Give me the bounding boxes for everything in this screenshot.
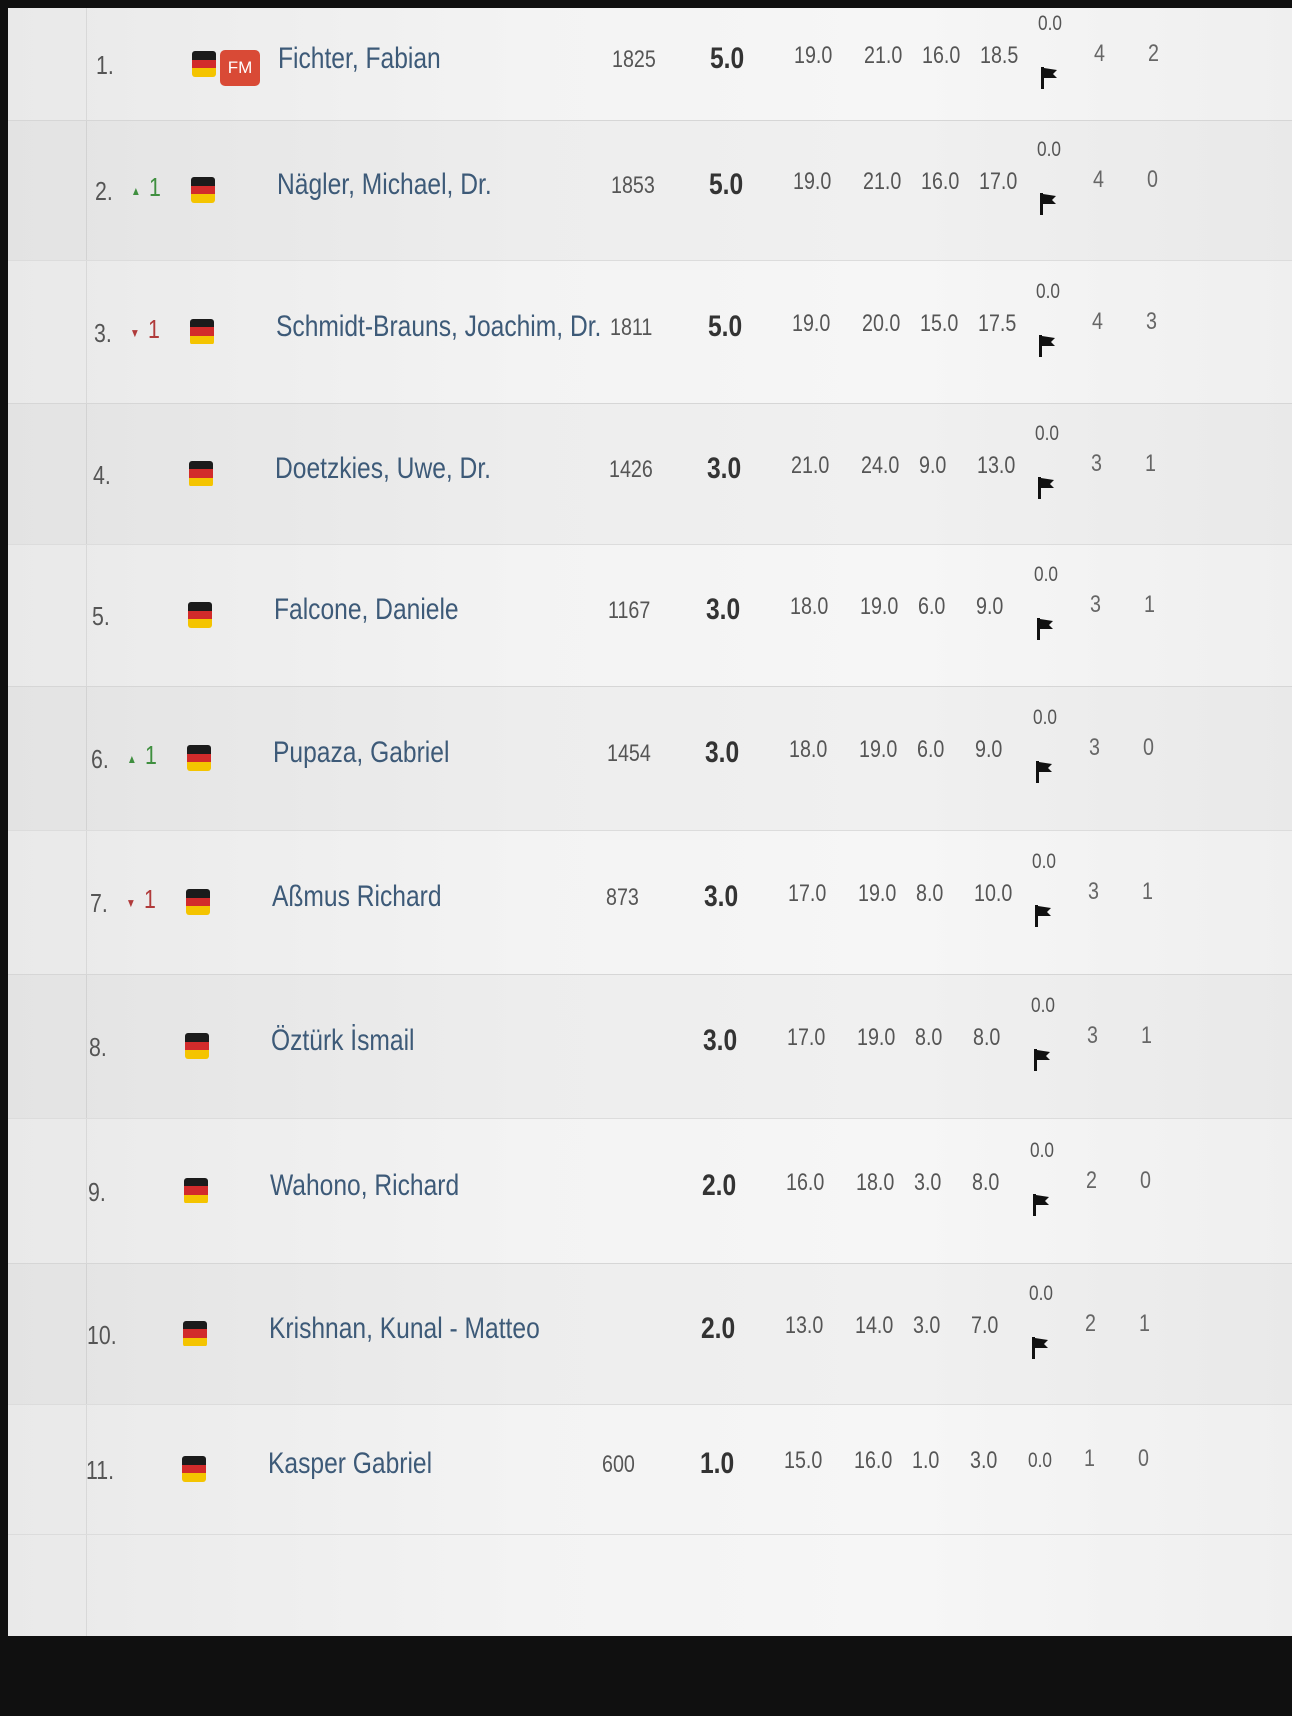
tiebreak-3: 6.0 (917, 736, 945, 763)
rank-up-arrow-icon: ▲ (131, 184, 141, 198)
black-flag-icon (1031, 1336, 1049, 1360)
tiebreak-5: 0.0 (1028, 1449, 1052, 1472)
rank-down-arrow-icon: ▼ (126, 896, 136, 910)
tiebreak-buchholz: 16.0 (786, 1168, 825, 1196)
player-name-link[interactable]: Kasper Gabriel (268, 1447, 433, 1480)
tiebreak-4: 13.0 (977, 451, 1016, 479)
tiebreak-2: 18.0 (856, 1168, 895, 1196)
player-points: 3.0 (703, 1024, 738, 1057)
tiebreak-3: 8.0 (916, 880, 944, 907)
tiebreak-4: 7.0 (971, 1311, 999, 1339)
rank-number: 4. (93, 459, 111, 490)
player-rating: 1167 (608, 597, 651, 624)
player-points: 3.0 (705, 736, 740, 769)
player-name-link[interactable]: Doetzkies, Uwe, Dr. (275, 451, 492, 485)
table-row (8, 1263, 1292, 1405)
tiebreak-5: 0.0 (1032, 850, 1056, 873)
player-rating: 1454 (607, 740, 651, 767)
player-points: 2.0 (701, 1311, 736, 1345)
black-flag-icon (1038, 334, 1056, 358)
rank-number: 6. (91, 744, 109, 774)
tiebreak-5: 0.0 (1029, 1281, 1053, 1305)
rank-number: 3. (94, 317, 112, 348)
germany-flag-icon (192, 51, 216, 77)
tiebreak-4: 8.0 (972, 1168, 1000, 1196)
tiebreak-5: 0.0 (1036, 279, 1060, 303)
tiebreak-5: 0.0 (1035, 421, 1059, 445)
black-flag-icon (1033, 1048, 1051, 1072)
games-won: 3 (1087, 1022, 1098, 1049)
games-black: 3 (1146, 307, 1157, 335)
black-flag-icon (1037, 476, 1055, 500)
rank-down-arrow-icon: ▼ (130, 325, 140, 340)
tiebreak-3: 16.0 (922, 42, 961, 69)
games-won: 2 (1085, 1309, 1096, 1337)
table-row (8, 8, 1292, 121)
player-name-link[interactable]: Nägler, Michael, Dr. (277, 168, 492, 201)
standings-screen (8, 8, 1292, 1636)
tiebreak-2: 19.0 (858, 880, 897, 907)
games-won: 3 (1089, 734, 1100, 761)
tiebreak-buchholz: 18.0 (790, 593, 829, 620)
games-black: 1 (1144, 591, 1155, 618)
games-won: 3 (1091, 449, 1102, 477)
rank-number: 9. (88, 1176, 106, 1207)
tiebreak-2: 14.0 (855, 1311, 894, 1339)
player-points: 3.0 (704, 880, 739, 913)
tiebreak-2: 19.0 (859, 736, 898, 763)
black-flag-icon (1039, 192, 1057, 216)
germany-flag-icon (186, 889, 210, 915)
rank-number: 2. (95, 176, 113, 206)
tiebreak-2: 19.0 (857, 1024, 896, 1051)
tiebreak-5: 0.0 (1030, 1138, 1054, 1162)
tiebreak-4: 18.5 (980, 42, 1019, 69)
player-points: 5.0 (708, 309, 743, 343)
tiebreak-3: 6.0 (918, 593, 946, 620)
table-row (8, 403, 1292, 545)
games-black: 1 (1145, 449, 1156, 477)
germany-flag-icon (187, 745, 211, 771)
tiebreak-buchholz: 13.0 (785, 1311, 824, 1339)
tiebreak-3: 3.0 (913, 1311, 941, 1339)
tiebreak-4: 9.0 (975, 736, 1003, 763)
germany-flag-icon (191, 177, 215, 203)
tiebreak-2: 24.0 (861, 451, 900, 479)
rank-number: 5. (92, 601, 110, 631)
games-won: 4 (1093, 166, 1104, 193)
player-name-link[interactable]: Fichter, Fabian (278, 42, 441, 75)
player-rating: 1811 (610, 313, 653, 341)
games-black: 0 (1143, 734, 1154, 761)
rank-change: 1 (144, 884, 156, 914)
player-rating: 873 (606, 884, 639, 911)
tiebreak-3: 9.0 (919, 451, 947, 479)
tiebreak-5: 0.0 (1034, 563, 1058, 586)
tiebreak-5: 0.0 (1033, 706, 1057, 729)
germany-flag-icon (189, 461, 213, 487)
tiebreak-buchholz: 21.0 (791, 451, 830, 479)
fm-title-badge: FM (220, 50, 260, 86)
tiebreak-buchholz: 17.0 (787, 1024, 826, 1051)
table-row (8, 974, 1292, 1119)
black-flag-icon (1036, 617, 1054, 641)
games-won: 2 (1086, 1166, 1097, 1194)
table-row (8, 260, 1292, 404)
player-rating: 600 (602, 1451, 635, 1478)
player-name-link[interactable]: Pupaza, Gabriel (273, 736, 450, 769)
germany-flag-icon (190, 319, 214, 345)
games-won: 4 (1094, 40, 1105, 67)
player-name-link[interactable]: Wahono, Richard (270, 1168, 460, 1202)
tiebreak-3: 16.0 (921, 168, 960, 195)
player-name-link[interactable]: Falcone, Daniele (274, 593, 459, 626)
tiebreak-5: 0.0 (1038, 12, 1062, 35)
rank-number: 11. (86, 1455, 115, 1485)
player-name-link[interactable]: Krishnan, Kunal - Matteo (269, 1311, 540, 1345)
black-flag-icon (1040, 66, 1058, 90)
player-name-link[interactable]: Öztürk İsmail (271, 1024, 415, 1057)
germany-flag-icon (185, 1033, 209, 1059)
tiebreak-2: 19.0 (860, 593, 899, 620)
table-row (8, 120, 1292, 261)
tiebreak-4: 17.0 (979, 168, 1018, 195)
player-name-link[interactable]: Schmidt-Brauns, Joachim, Dr. (276, 309, 602, 343)
games-black: 0 (1147, 166, 1158, 193)
table-row (8, 686, 1292, 831)
player-points: 2.0 (702, 1168, 737, 1202)
player-points: 5.0 (710, 42, 745, 75)
tiebreak-2: 21.0 (863, 168, 902, 195)
black-flag-icon (1035, 760, 1053, 784)
table-row (8, 1118, 1292, 1264)
games-black: 1 (1139, 1309, 1150, 1337)
table-row (8, 830, 1292, 975)
tiebreak-3: 3.0 (914, 1168, 942, 1196)
rank-change: 1 (145, 740, 157, 770)
tiebreak-buchholz: 15.0 (784, 1447, 823, 1474)
rank-change: 1 (149, 172, 161, 202)
games-won: 3 (1088, 878, 1099, 905)
tiebreak-2: 21.0 (864, 42, 903, 69)
tiebreak-4: 17.5 (978, 309, 1017, 337)
germany-flag-icon (183, 1321, 207, 1347)
black-flag-icon (1034, 904, 1052, 928)
rank-number: 10. (87, 1319, 117, 1350)
tiebreak-5: 0.0 (1031, 994, 1055, 1017)
germany-flag-icon (182, 1456, 206, 1482)
tiebreak-3: 1.0 (912, 1447, 940, 1474)
tiebreak-buchholz: 17.0 (788, 880, 827, 907)
tiebreak-5: 0.0 (1037, 138, 1061, 161)
rank-change: 1 (148, 313, 160, 344)
rank-number: 1. (96, 50, 114, 80)
games-black: 0 (1140, 1166, 1151, 1194)
games-won: 1 (1084, 1445, 1095, 1472)
tiebreak-buchholz: 19.0 (792, 309, 831, 337)
germany-flag-icon (184, 1178, 208, 1204)
tiebreak-4: 10.0 (974, 880, 1013, 907)
germany-flag-icon (188, 602, 212, 628)
player-points: 1.0 (700, 1447, 735, 1480)
tiebreak-buchholz: 19.0 (793, 168, 832, 195)
tiebreak-2: 16.0 (854, 1447, 893, 1474)
games-black: 1 (1141, 1022, 1152, 1049)
games-black: 0 (1138, 1445, 1149, 1472)
games-black: 1 (1142, 878, 1153, 905)
tiebreak-4: 3.0 (970, 1447, 998, 1474)
tiebreak-4: 8.0 (973, 1024, 1001, 1051)
player-points: 3.0 (706, 593, 741, 626)
tiebreak-3: 8.0 (915, 1024, 943, 1051)
player-rating: 1853 (611, 172, 655, 199)
tiebreak-buchholz: 18.0 (789, 736, 828, 763)
rank-up-arrow-icon: ▲ (127, 752, 137, 766)
games-won: 4 (1092, 307, 1103, 335)
player-points: 3.0 (707, 451, 742, 485)
tiebreak-2: 20.0 (862, 309, 901, 337)
tiebreak-4: 9.0 (976, 593, 1004, 620)
rank-number: 7. (90, 888, 108, 918)
black-flag-icon (1032, 1193, 1050, 1217)
player-name-link[interactable]: Aßmus Richard (272, 880, 442, 913)
tiebreak-3: 15.0 (920, 309, 959, 337)
table-row (8, 544, 1292, 687)
tiebreak-buchholz: 19.0 (794, 42, 833, 69)
games-won: 3 (1090, 591, 1101, 618)
games-black: 2 (1148, 40, 1159, 67)
rank-number: 8. (89, 1032, 107, 1062)
table-row (8, 1404, 1292, 1535)
player-rating: 1426 (609, 455, 653, 483)
player-points: 5.0 (709, 168, 744, 201)
player-rating: 1825 (612, 46, 656, 73)
